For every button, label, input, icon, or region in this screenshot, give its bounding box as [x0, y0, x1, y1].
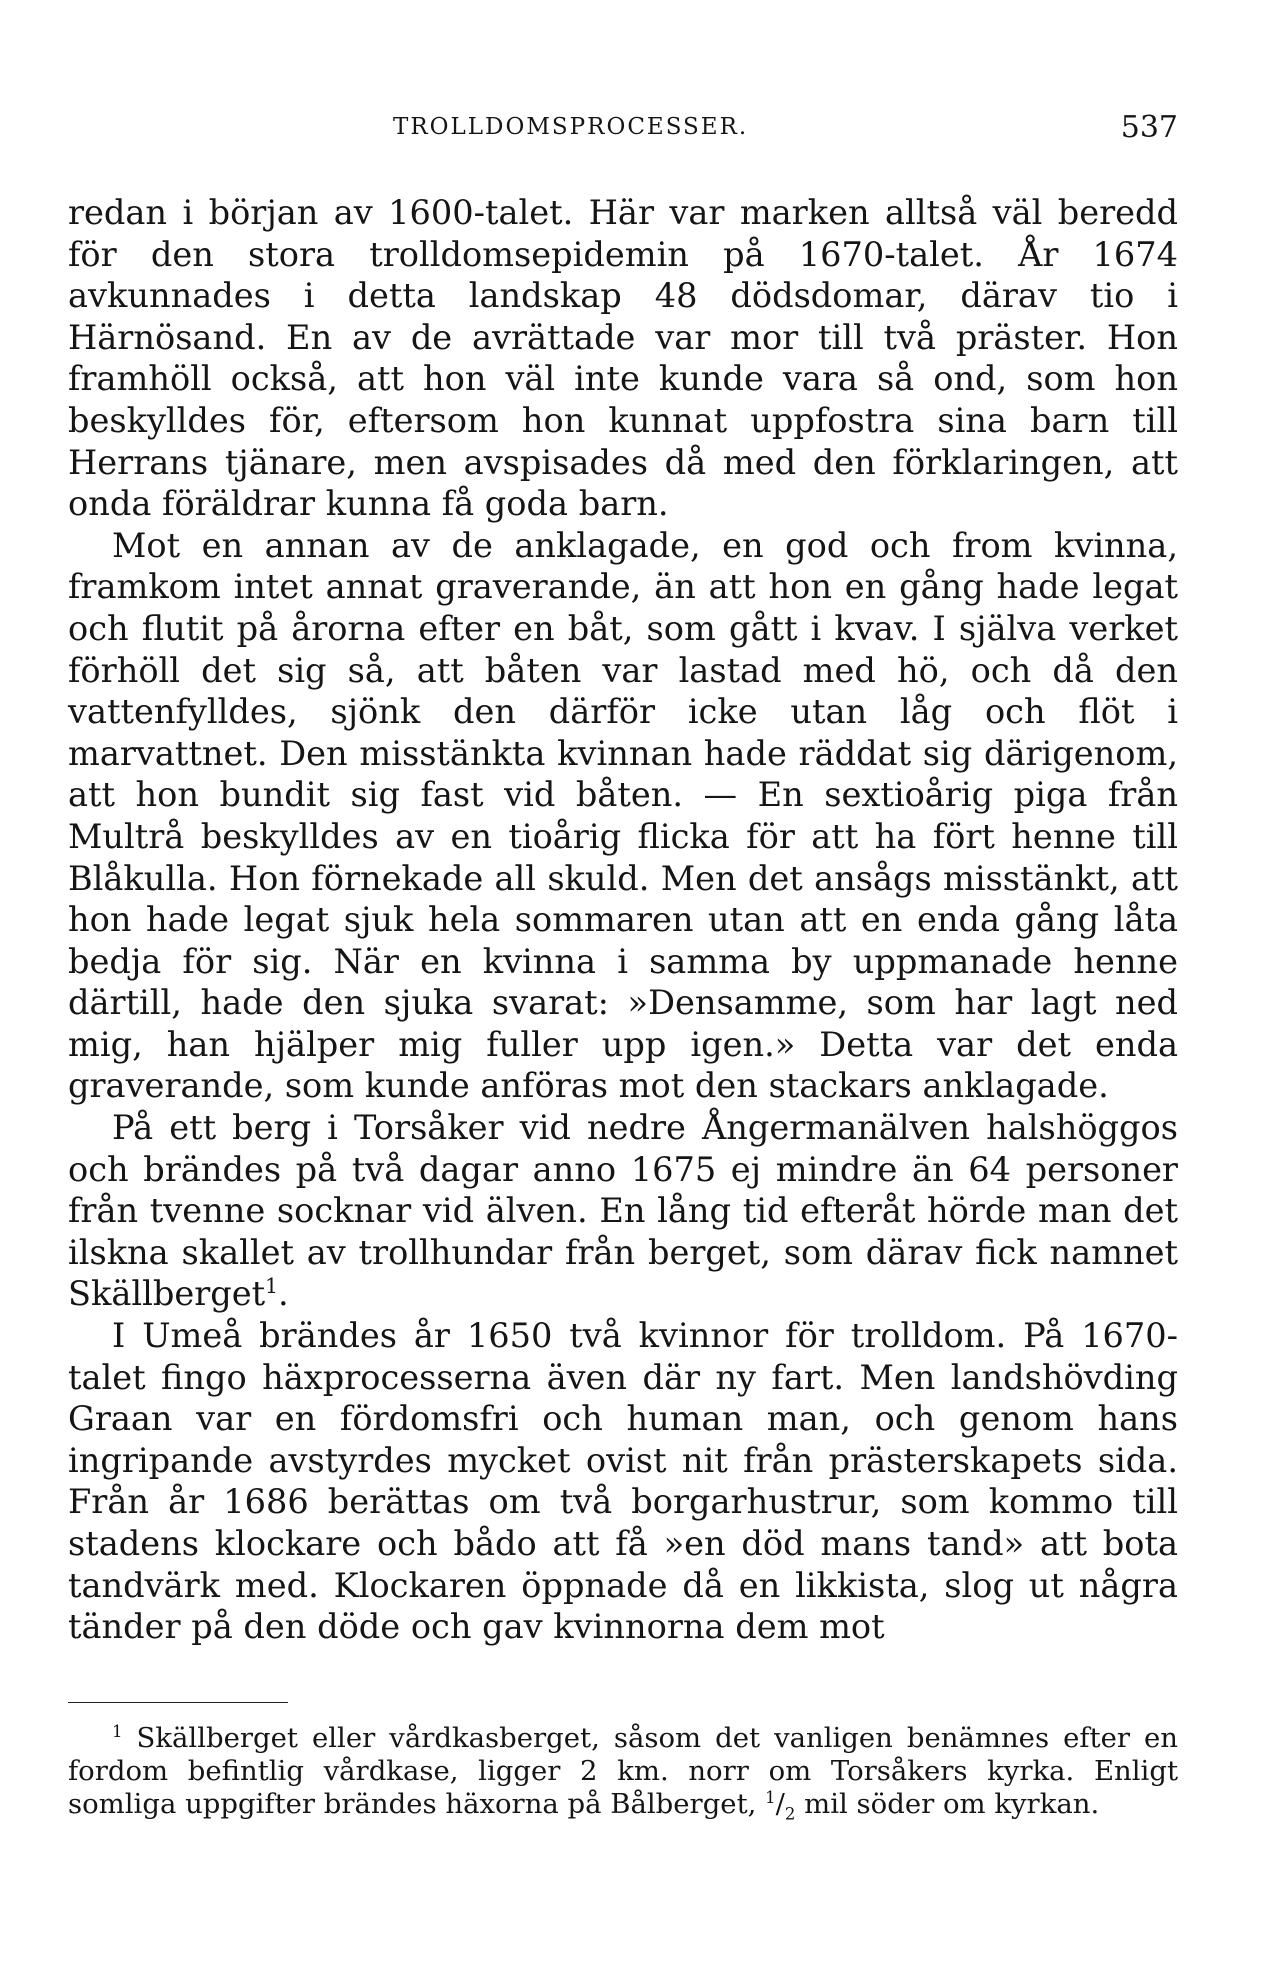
paragraph-2: Mot en annan av de anklagade, en god och from kvinna, framkom intet annat graverande, än att hon en gång hade legat och flutit på årorna efter en båt, som gått i kvav. I själva verket förhöll det sig så, att båten var lastad med hö, och då den vattenfylldes, sjönk den därför icke utan låg och flöt i marvattnet. Den misstänkta kvinnan hade räddat sig därigenom, att hon bundit sig fast vid båten. — En sextioårig piga från Multrå beskylldes av en tioårig flicka för att ha fört henne till Blåkulla. Hon förnekade all skuld. Men det ansågs misstänkt, att hon hade legat sjuk hela sommaren utan att en enda gång låta bedja för sig. När en kvinna i samma by uppmanade henne därtill, hade den sjuka svarat: »Densamme, som har lagt ned mig, han hjälper mig fuller upp igen.» Detta var det enda graverande, som kunde anföras mot den stackars anklagade.	[68, 525, 1178, 1106]
footnote-marker: 1	[112, 1721, 123, 1741]
footnote	[68, 1722, 1178, 1831]
page-header	[68, 110, 1178, 150]
paragraph-3-text: På ett berg i Torsåker vid nedre Ångermanälven halshöggos och brändes på två dagar anno 1675 ej mindre än 64 personer från tvenne socknar vid älven. En lång tid efteråt hörde man det ilskna skallet av trollhundar från berget, som därav fick namnet Skällberget	[68, 1108, 1178, 1314]
footnote-tail: mil söder om kyrkan.	[804, 1788, 1100, 1820]
running-title: TROLLDOMSPROCESSER.	[393, 114, 749, 140]
footnote-divider	[68, 1702, 288, 1703]
fraction-numerator: 1	[765, 1787, 776, 1807]
paragraph-3-end: .	[277, 1274, 289, 1314]
footnote-reference: 1	[265, 1274, 278, 1299]
fraction-denominator: 2	[784, 1804, 796, 1824]
body-text	[68, 192, 1178, 1648]
footnote-text: Skällberget eller vårdkasberget, såsom det vanligen benämnes efter en fordom befintlig vårdkase, ligger 2 km. norr om Torsåkers kyrka. Enligt somliga uppgifter brändes häxorna på Bålberget,	[68, 1722, 1179, 1820]
paragraph-4: I Umeå brändes år 1650 två kvinnor för trolldom. På 1670-talet fingo häxprocesserna även där ny fart. Men landshövding Graan var en fördomsfri och human man, och genom hans ingripande avstyrdes mycket ovist nit från prästerskapets sida. Från år 1686 berättas om två borgarhustrur, som kommo till stadens klockare och bådo att få »en död mans tand» att bota tandvärk med. Klockaren öppnade då en likkista, slog ut några tänder på den döde och gav kvinnorna dem mot	[68, 1316, 1178, 1647]
paragraph-3	[68, 1107, 1178, 1315]
page-number: 537	[1120, 110, 1178, 145]
paragraph-1: redan i början av 1600-talet. Här var marken alltså väl beredd för den stora trolldomsepidemin på 1670-talet. År 1674 avkunnades i detta landskap 48 dödsdomar, därav tio i Härnösand. En av de avrättade var mor till två präster. Hon framhöll också, att hon väl inte kunde vara så ond, som hon beskylldes för, eftersom hon kunnat uppfostra sina barn till Herrans tjänare, men avspisades då med den förklaringen, att onda föräldrar kunna få goda barn.	[68, 193, 1178, 524]
footnote-paragraph: $^1$ Skällberget eller vårdkasberget, såsom det vanligen benämnes efter en fordom befintlig vårdkase, ligger 2 km. norr om Torsåkers kyrka. Enligt somliga uppgifter brändes häxorna på Bålberget, $^1/_2$ mil söder om kyrkan.	[68, 1721, 1179, 1824]
